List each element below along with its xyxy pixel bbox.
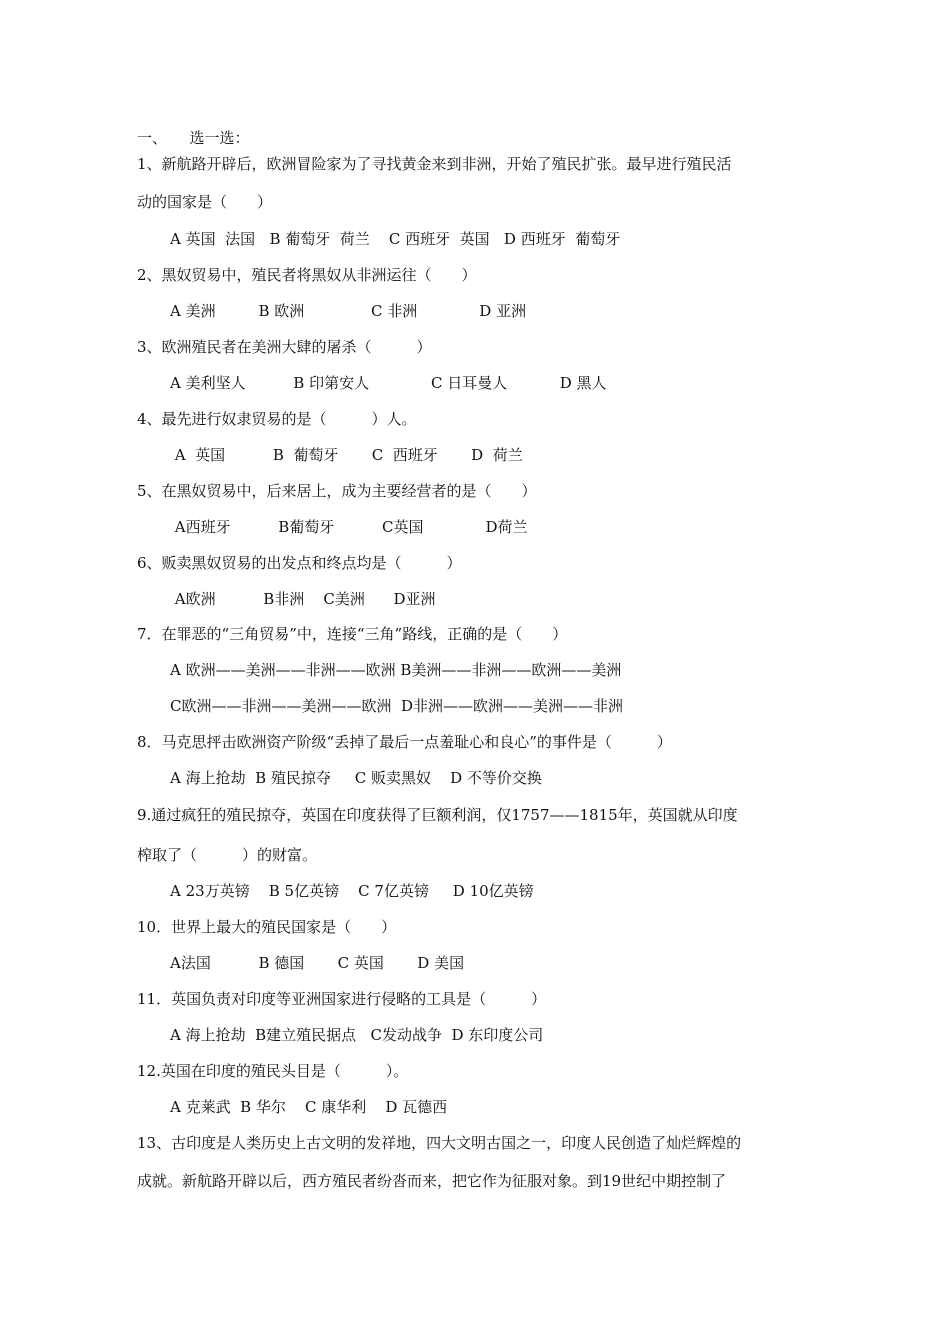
question-12-options: A 克莱武 B 华尔 C 康华利 D 瓦德西 — [170, 1098, 448, 1116]
question-4-stem: 4、最先进行奴隶贸易的是（ ）人。 — [137, 410, 417, 428]
question-1-stem-line-2: 动的国家是（ ） — [137, 193, 273, 211]
question-9-stem-line-2: 榨取了（ ）的财富。 — [137, 846, 318, 864]
question-10-stem: 10．世界上最大的殖民国家是（ ） — [137, 918, 397, 936]
question-6-stem: 6、贩卖黑奴贸易的出发点和终点均是（ ） — [137, 554, 462, 572]
question-12-stem: 12.英国在印度的殖民头目是（ ）。 — [137, 1062, 409, 1080]
question-6-options: A欧洲 B非洲 C美洲 D亚洲 — [170, 590, 436, 608]
question-2-stem: 2、黑奴贸易中，殖民者将黑奴从非洲运往（ ） — [137, 266, 477, 284]
question-7-options-line-2: C欧洲——非洲——美洲——欧洲 D非洲——欧洲——美洲——非洲 — [170, 697, 624, 715]
question-13-stem-line-1: 13、古印度是人类历史上古文明的发祥地，四大文明古国之一，印度人民创造了灿烂辉煌的 — [137, 1134, 742, 1152]
question-1-stem-line-1: 1、新航路开辟后，欧洲冒险家为了寻找黄金来到非洲，开始了殖民扩张。最早进行殖民活 — [137, 155, 732, 173]
question-13-stem-line-2: 成就。新航路开辟以后，西方殖民者纷沓而来，把它作为征服对象。到19世纪中期控制了 — [137, 1172, 727, 1190]
question-3-stem: 3、欧洲殖民者在美洲大肆的屠杀（ ） — [137, 338, 432, 356]
question-9-stem-line-1: 9.通过疯狂的殖民掠夺，英国在印度获得了巨额利润，仅1757——1815年，英国就从印度 — [137, 806, 738, 824]
question-10-options: A法国 B 德国 C 英国 D 美国 — [170, 954, 465, 972]
question-7-stem: 7．在罪恶的“三角贸易”中，连接“三角”路线，正确的是（ ） — [137, 625, 568, 643]
question-4-options: A 英国 B 葡萄牙 C 西班牙 D 荷兰 — [170, 446, 523, 464]
question-8-options: A 海上抢劫 B 殖民掠夺 C 贩卖黑奴 D 不等价交换 — [170, 769, 542, 787]
question-7-options-line-1: A 欧洲——美洲——非洲——欧洲 B美洲——非洲——欧洲——美洲 — [170, 661, 622, 679]
question-11-stem: 11．英国负责对印度等亚洲国家进行侵略的工具是（ ） — [137, 990, 547, 1008]
question-2-options: A 美洲 B 欧洲 C 非洲 D 亚洲 — [170, 302, 527, 320]
question-1-options: A 英国 法国 B 葡萄牙 荷兰 C 西班牙 英国 D 西班牙 葡萄牙 — [170, 230, 621, 248]
section-heading: 一、 选一选： — [137, 129, 250, 147]
question-5-options: A西班牙 B葡萄牙 C英国 D荷兰 — [170, 518, 528, 536]
question-3-options: A 美利坚人 B 印第安人 C 日耳曼人 D 黑人 — [170, 374, 607, 392]
question-5-stem: 5、在黑奴贸易中，后来居上，成为主要经营者的是（ ） — [137, 482, 537, 500]
question-8-stem: 8．马克思抨击欧洲资产阶级“丢掉了最后一点羞耻心和良心”的事件是（ ） — [137, 733, 672, 751]
question-9-options: A 23万英镑 B 5亿英镑 C 7亿英镑 D 10亿英镑 — [170, 882, 534, 900]
question-11-options: A 海上抢劫 B建立殖民据点 C发动战争 D 东印度公司 — [170, 1026, 544, 1044]
